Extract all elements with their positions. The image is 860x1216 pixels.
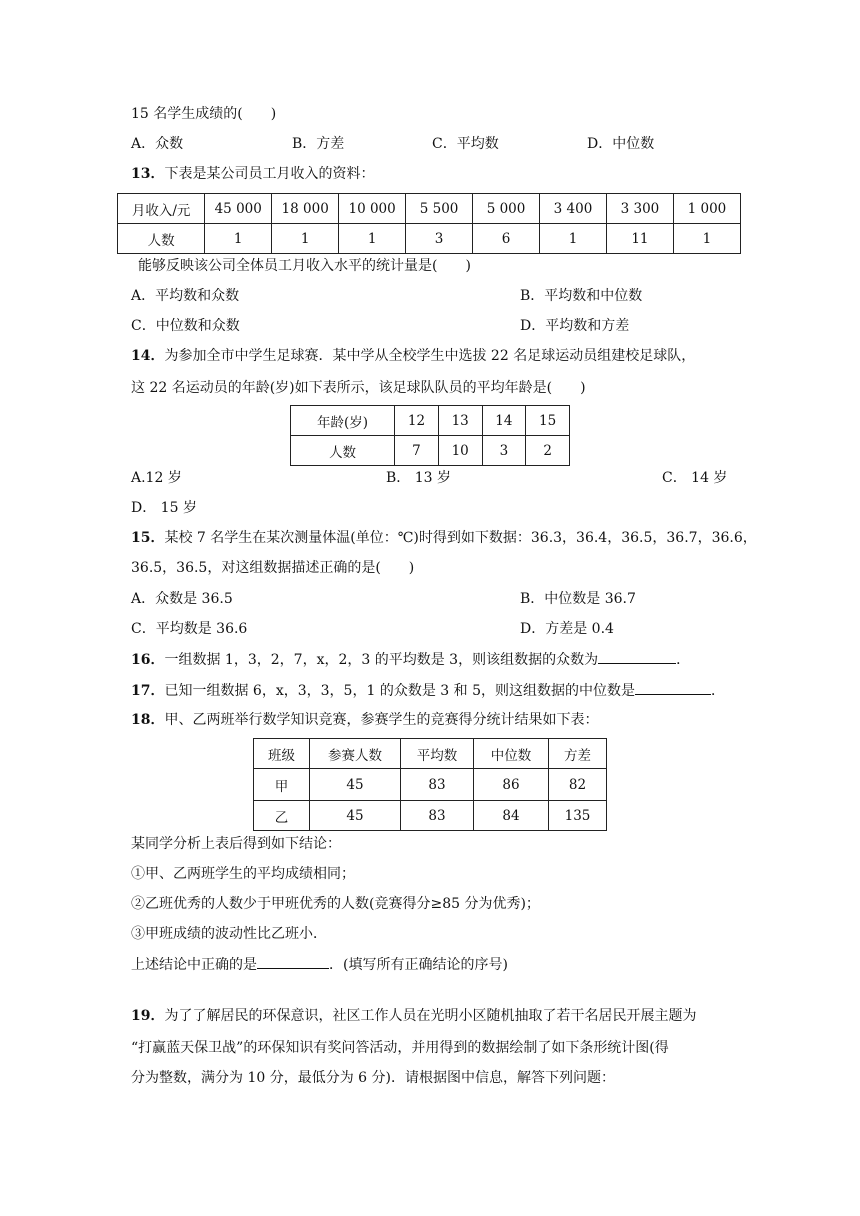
income-cell: 1 000 bbox=[673, 194, 740, 224]
q15-option-b: B．中位数是 36.7 bbox=[520, 591, 636, 607]
q17-text: 已知一组数据 6，x，3，3，5，1 的众数是 3 和 5，则这组数据的中位数是 bbox=[164, 683, 635, 699]
q18-conclusion-3: ③甲班成绩的波动性比乙班小． bbox=[131, 926, 327, 942]
count-cell: 1 bbox=[540, 224, 607, 254]
q14-line2: 这 22 名运动员的年龄(岁)如下表所示，该足球队队员的平均年龄是( ) bbox=[131, 380, 586, 396]
q17-answer-blank[interactable] bbox=[635, 680, 711, 695]
class-header-cell: 班级 bbox=[254, 739, 310, 769]
income-cell: 3 300 bbox=[606, 194, 673, 224]
age-header: 年龄(岁) bbox=[291, 406, 395, 436]
age-cell: 12 bbox=[395, 406, 439, 436]
class-header-row bbox=[254, 739, 607, 769]
q15-option-c: C．平均数是 36.6 bbox=[131, 621, 248, 637]
q15-option-a: A．众数是 36.5 bbox=[131, 591, 233, 607]
class-cell: 82 bbox=[549, 769, 607, 801]
q13-option-c: C．中位数和众数 bbox=[131, 318, 240, 334]
count-row bbox=[118, 224, 741, 254]
q17-end: ． bbox=[710, 683, 725, 699]
age-row bbox=[291, 406, 570, 436]
q13-text: 下表是某公司员工月收入的资料： bbox=[164, 166, 375, 182]
income-table bbox=[117, 193, 741, 254]
q15-line1 bbox=[131, 528, 757, 548]
q14-text: 为参加全市中学生足球赛．某中学从全校学生中选拔 22 名足球运动员组建校足球队， bbox=[164, 348, 696, 364]
q16-number: 16． bbox=[131, 652, 165, 668]
q18-prompt bbox=[131, 954, 508, 975]
q15-number: 15． bbox=[131, 530, 165, 546]
q15-line2: 36.5，36.5，对这组数据描述正确的是( ) bbox=[131, 560, 415, 576]
q13-number: 13． bbox=[131, 166, 165, 182]
q16-end: ． bbox=[676, 652, 691, 668]
q17-line bbox=[131, 680, 725, 701]
count-cell: 6 bbox=[473, 224, 540, 254]
q18-answer-blank[interactable] bbox=[257, 954, 329, 969]
age-count-row bbox=[291, 436, 570, 466]
q14-option-d: D． 15 岁 bbox=[131, 500, 197, 516]
class-header-cell: 参赛人数 bbox=[310, 739, 401, 769]
count-cell: 1 bbox=[673, 224, 740, 254]
count-cell: 1 bbox=[272, 224, 339, 254]
age-table bbox=[290, 405, 570, 466]
q15-option-d: D．方差是 0.4 bbox=[520, 621, 614, 637]
class-cell: 45 bbox=[310, 769, 401, 801]
q14-option-c: C． 14 岁 bbox=[662, 470, 728, 486]
age-cell: 14 bbox=[482, 406, 526, 436]
age-cell: 13 bbox=[438, 406, 482, 436]
q19-text: 为了了解居民的环保意识，社区工作人员在光明小区随机抽取了若干名居民开展主题为 bbox=[164, 1008, 697, 1024]
q14-option-a: A.12 岁 bbox=[131, 470, 182, 486]
q19-line1 bbox=[131, 1006, 696, 1026]
count-cell: 11 bbox=[606, 224, 673, 254]
q17-number: 17． bbox=[131, 683, 165, 699]
age-count-cell: 3 bbox=[482, 436, 526, 466]
q13-option-b: B．平均数和中位数 bbox=[520, 288, 643, 304]
q16-line bbox=[131, 649, 690, 670]
q12-stem-tail: 15 名学生成绩的( ) bbox=[131, 106, 277, 122]
class-cell: 83 bbox=[401, 769, 474, 801]
q18-conclusion-2: ②乙班优秀的人数少于甲班优秀的人数(竞赛得分≥85 分为优秀)； bbox=[131, 896, 540, 912]
q12-option-a: A．众数 bbox=[131, 136, 184, 152]
class-cell: 甲 bbox=[254, 769, 310, 801]
age-count-header: 人数 bbox=[291, 436, 395, 466]
q18-text: 甲、乙两班举行数学知识竞赛，参赛学生的竞赛得分统计结果如下表： bbox=[164, 712, 599, 728]
income-row bbox=[118, 194, 741, 224]
class-cell: 84 bbox=[474, 801, 549, 831]
q14-number: 14． bbox=[131, 348, 165, 364]
q16-answer-blank[interactable] bbox=[598, 649, 676, 664]
q13-option-a: A．平均数和众数 bbox=[131, 288, 240, 304]
age-count-cell: 10 bbox=[438, 436, 482, 466]
count-cell: 3 bbox=[406, 224, 473, 254]
q19-number: 19． bbox=[131, 1008, 165, 1024]
q12-option-d: D．中位数 bbox=[587, 136, 655, 152]
q18-prompt-text: 上述结论中正确的是 bbox=[131, 957, 257, 973]
class-row bbox=[254, 769, 607, 801]
income-cell: 45 000 bbox=[205, 194, 272, 224]
q19-line3: 分为整数，满分为 10 分，最低分为 6 分)．请根据图中信息，解答下列问题： bbox=[131, 1070, 615, 1086]
class-table bbox=[253, 738, 607, 831]
age-cell: 15 bbox=[526, 406, 570, 436]
count-cell: 1 bbox=[205, 224, 272, 254]
income-cell: 3 400 bbox=[540, 194, 607, 224]
q13-option-d: D．平均数和方差 bbox=[520, 318, 630, 334]
q14-line1 bbox=[131, 346, 695, 366]
q13-stem bbox=[131, 164, 374, 184]
age-count-cell: 7 bbox=[395, 436, 439, 466]
q15-text: 某校 7 名学生在某次测量体温(单位：℃)时得到如下数据：36.3，36.4，36.5，36.7，36.6， bbox=[164, 530, 757, 546]
q18-stem bbox=[131, 710, 598, 730]
class-header-cell: 中位数 bbox=[474, 739, 549, 769]
class-cell: 86 bbox=[474, 769, 549, 801]
class-cell: 135 bbox=[549, 801, 607, 831]
class-header-cell: 方差 bbox=[549, 739, 607, 769]
count-header: 人数 bbox=[118, 224, 205, 254]
class-cell: 83 bbox=[401, 801, 474, 831]
q18-analysis: 某同学分析上表后得到如下结论： bbox=[131, 836, 341, 852]
count-cell: 1 bbox=[339, 224, 406, 254]
class-row bbox=[254, 801, 607, 831]
q14-option-b: B． 13 岁 bbox=[386, 470, 452, 486]
income-cell: 18 000 bbox=[272, 194, 339, 224]
q12-option-c: C．平均数 bbox=[432, 136, 499, 152]
q18-number: 18． bbox=[131, 712, 165, 728]
q18-conclusion-1: ①甲、乙两班学生的平均成绩相同； bbox=[131, 866, 355, 882]
age-count-cell: 2 bbox=[526, 436, 570, 466]
q18-prompt-note: ．(填写所有正确结论的序号) bbox=[329, 957, 508, 973]
income-cell: 5 000 bbox=[473, 194, 540, 224]
q16-text: 一组数据 1，3，2，7，x，2，3 的平均数是 3，则该组数据的众数为 bbox=[164, 652, 599, 668]
q19-line2: “打赢蓝天保卫战”的环保知识有奖问答活动，并用得到的数据绘制了如下条形统计图(得 bbox=[131, 1040, 669, 1056]
income-header: 月收入/元 bbox=[118, 194, 205, 224]
income-cell: 10 000 bbox=[339, 194, 406, 224]
q12-option-b: B．方差 bbox=[292, 136, 345, 152]
q13-question: 能够反映该公司全体员工月收入水平的统计量是( ) bbox=[138, 258, 471, 274]
class-header-cell: 平均数 bbox=[401, 739, 474, 769]
class-cell: 45 bbox=[310, 801, 401, 831]
class-cell: 乙 bbox=[254, 801, 310, 831]
income-cell: 5 500 bbox=[406, 194, 473, 224]
